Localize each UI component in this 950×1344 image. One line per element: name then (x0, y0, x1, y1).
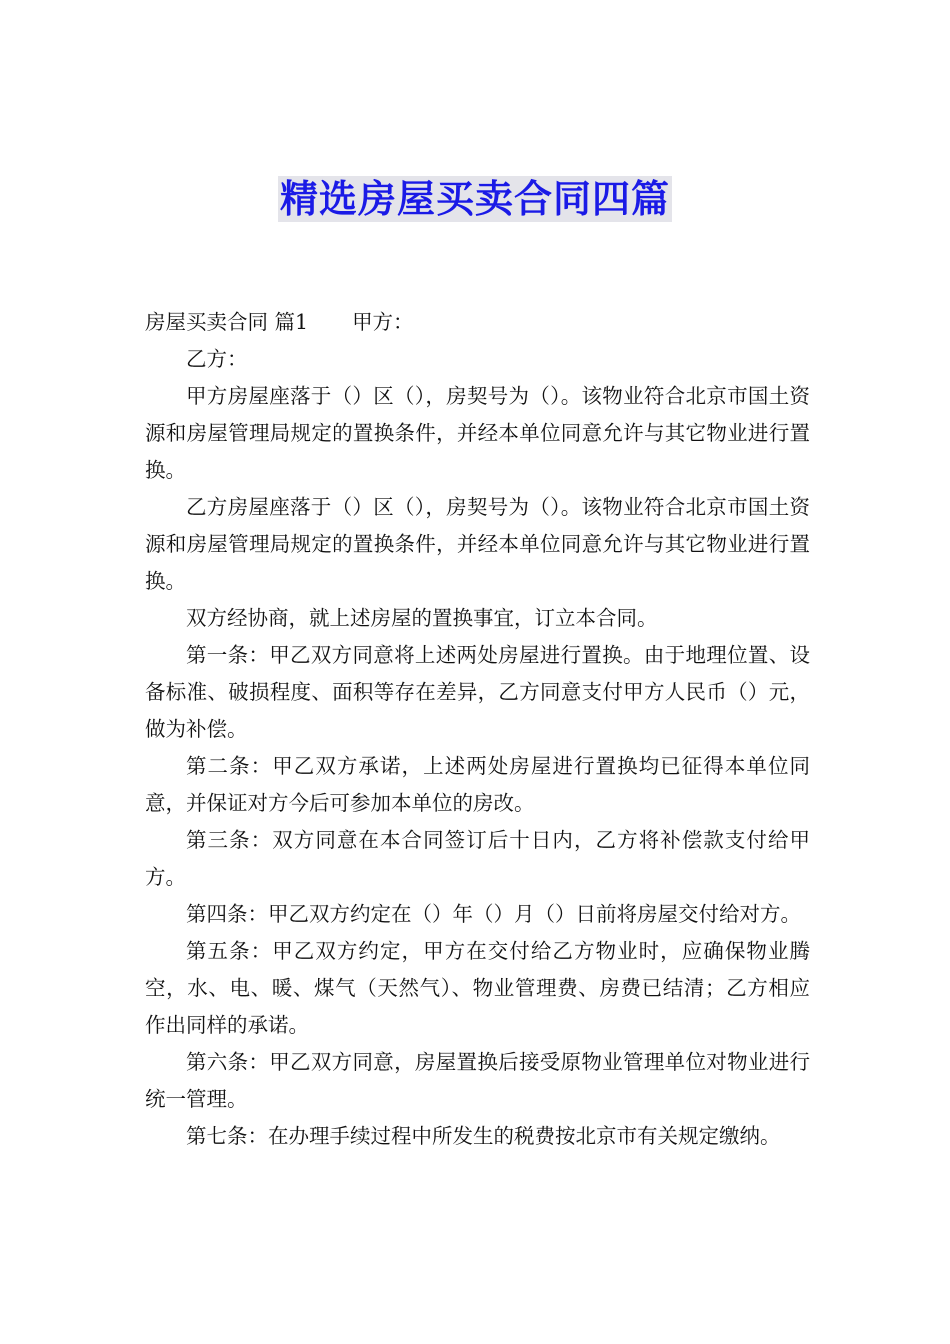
paragraph-party-a-property: 甲方房屋座落于（）区（），房契号为（）。该物业符合北京市国土资源和房屋管理局规定的置换条件，并经本单位同意允许与其它物业进行置换。 (145, 384, 810, 482)
section-heading: 房屋买卖合同 篇1 (145, 310, 309, 334)
clause-7: 第七条：在办理手续过程中所发生的税费按北京市有关规定缴纳。 (186, 1124, 781, 1148)
paragraph-agreement: 双方经协商，就上述房屋的置换事宜，订立本合同。 (186, 606, 658, 630)
document-body (145, 304, 810, 1155)
clause-1: 第一条：甲乙双方同意将上述两处房屋进行置换。由于地理位置、设备标准、破损程度、面积等存在差异，乙方同意支付甲方人民币（）元，做为补偿。 (145, 643, 810, 741)
clause-4: 第四条：甲乙双方约定在（）年（）月（）日前将房屋交付给对方。 (186, 902, 801, 926)
document-title: 精选房屋买卖合同四篇 (279, 177, 670, 221)
paragraph-party-b-property: 乙方房屋座落于（）区（），房契号为（）。该物业符合北京市国土资源和房屋管理局规定的置换条件，并经本单位同意允许与其它物业进行置换。 (145, 495, 810, 593)
party-a-label: 甲方： (352, 310, 414, 334)
title-container (0, 176, 950, 222)
clause-6: 第六条：甲乙双方同意，房屋置换后接受原物业管理单位对物业进行统一管理。 (145, 1050, 810, 1111)
clause-2: 第二条：甲乙双方承诺，上述两处房屋进行置换均已征得本单位同意，并保证对方今后可参加本单位的房改。 (145, 754, 810, 815)
header-line (145, 304, 810, 341)
clause-5: 第五条：甲乙双方约定，甲方在交付给乙方物业时，应确保物业腾空，水、电、暖、煤气（天然气）、物业管理费、房费已结清；乙方相应作出同样的承诺。 (145, 939, 810, 1037)
paragraph-party-b: 乙方： (186, 347, 248, 371)
clause-3: 第三条：双方同意在本合同签订后十日内，乙方将补偿款支付给甲方。 (145, 828, 810, 889)
